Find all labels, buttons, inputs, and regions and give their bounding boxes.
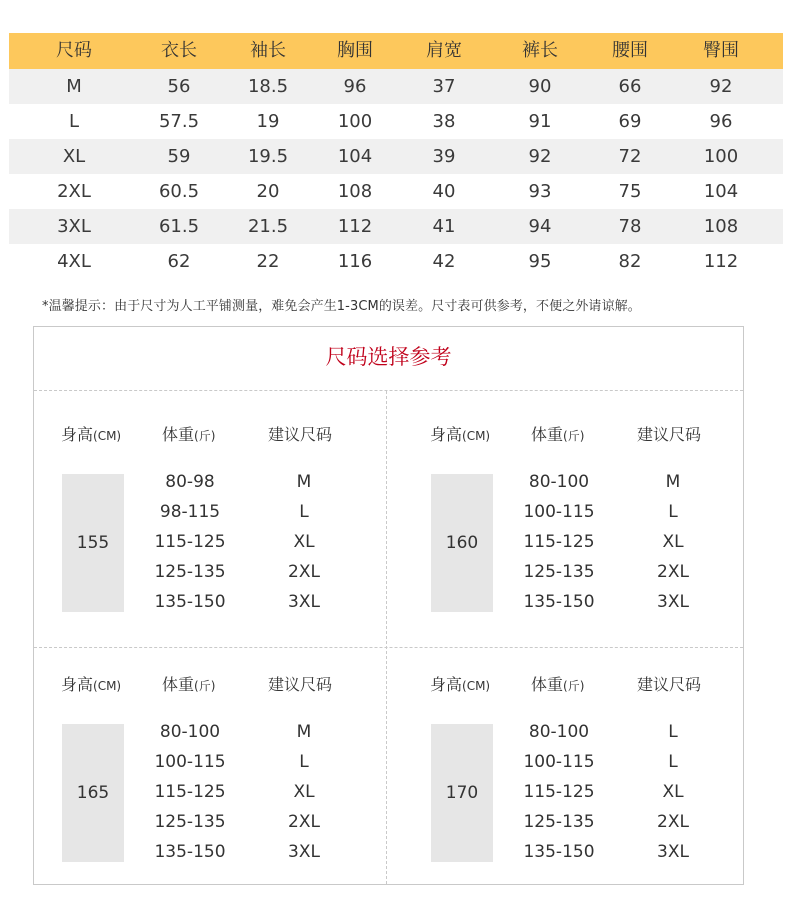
table-cell: 22 (256, 251, 280, 272)
column-header-weight (531, 422, 584, 445)
table-cell: 78 (618, 216, 642, 237)
table-cell: 19 (256, 111, 280, 132)
weight-range: 125-135 (523, 562, 595, 582)
table-cell: 57.5 (158, 111, 200, 132)
list-item (503, 837, 743, 867)
size-panel (403, 392, 755, 648)
table-cell: 96 (709, 111, 733, 132)
height-value: 170 (431, 724, 493, 862)
table-cell: 104 (703, 181, 739, 202)
table-cell: 92 (528, 146, 552, 167)
table-cell: 90 (528, 76, 552, 97)
column-header-weight (162, 422, 215, 445)
table-cell: 60.5 (158, 181, 200, 202)
height-value: 160 (431, 474, 493, 612)
list-item (503, 467, 743, 497)
table-cell: 37 (432, 76, 456, 97)
header-label: 身高 (430, 425, 463, 444)
header-unit: (斤) (563, 679, 585, 693)
weight-range: 80-100 (528, 722, 590, 742)
header-label: 身高 (61, 675, 94, 694)
table-cell: 3XL (57, 216, 91, 237)
weight-range: 80-100 (159, 722, 221, 742)
table-cell: 91 (528, 111, 552, 132)
guide-title: 尺码选择参考 (325, 345, 452, 369)
header-cell: 袖长 (250, 40, 286, 61)
table-cell: 2XL (57, 181, 91, 202)
suggested-size: 3XL (288, 842, 320, 862)
table-cell: 40 (432, 181, 456, 202)
table-cell: XL (62, 146, 86, 167)
size-table-row (9, 209, 783, 244)
list-item (134, 527, 374, 557)
table-cell: 69 (618, 111, 642, 132)
list-item (503, 747, 743, 777)
header-label: 身高 (61, 425, 94, 444)
table-cell: 96 (343, 76, 367, 97)
weight-size-list (503, 467, 743, 617)
weight-range: 135-150 (523, 842, 595, 862)
list-item (503, 807, 743, 837)
list-item (503, 557, 743, 587)
height-value: 155 (62, 474, 124, 612)
list-item (503, 527, 743, 557)
size-table-row (9, 139, 783, 174)
column-header-height (61, 422, 121, 445)
suggested-size: M (665, 472, 681, 492)
header-cell: 臀围 (703, 40, 739, 61)
list-item (134, 807, 374, 837)
weight-range: 115-125 (523, 532, 595, 552)
list-item (134, 837, 374, 867)
size-table-row (9, 69, 783, 104)
suggested-size: 3XL (657, 592, 689, 612)
list-item (134, 467, 374, 497)
list-item (503, 717, 743, 747)
header-cell: 衣长 (161, 40, 197, 61)
suggested-size: XL (662, 532, 684, 552)
size-panel (34, 642, 386, 898)
column-header-height (430, 672, 490, 695)
size-guide (33, 326, 744, 885)
suggested-size: 2XL (288, 812, 320, 832)
table-cell: 112 (337, 216, 373, 237)
suggested-size: XL (293, 532, 315, 552)
table-cell: 66 (618, 76, 642, 97)
table-cell: 100 (337, 111, 373, 132)
table-cell: 92 (709, 76, 733, 97)
table-cell: 18.5 (247, 76, 289, 97)
weight-range: 100-115 (523, 752, 595, 772)
header-cell: 裤长 (522, 40, 558, 61)
size-panel (34, 392, 386, 648)
weight-range: 98-115 (159, 502, 221, 522)
list-item (134, 717, 374, 747)
header-label: 体重 (162, 425, 195, 444)
header-label: 身高 (430, 675, 463, 694)
weight-size-list (134, 467, 374, 617)
suggested-size: 3XL (657, 842, 689, 862)
divider (34, 390, 743, 391)
table-cell: 94 (528, 216, 552, 237)
header-cell: 尺码 (56, 40, 92, 61)
header-unit: (CM) (93, 429, 122, 443)
column-header-size: 建议尺码 (268, 425, 333, 444)
list-item (134, 557, 374, 587)
header-cell: 腰围 (612, 40, 648, 61)
measurement-note: *温馨提示：由于尺寸为人工平铺测量，难免会产生1-3CM的误差。尺寸表可供参考，不便之外请谅解。 (42, 299, 641, 314)
list-item (503, 497, 743, 527)
table-cell: 100 (703, 146, 739, 167)
column-header-size: 建议尺码 (637, 675, 702, 694)
table-cell: 19.5 (247, 146, 289, 167)
table-cell: M (66, 76, 82, 97)
header-unit: (CM) (93, 679, 122, 693)
table-cell: 82 (618, 251, 642, 272)
divider (386, 391, 387, 884)
weight-size-list (134, 717, 374, 867)
weight-range: 125-135 (154, 812, 226, 832)
weight-range: 135-150 (154, 842, 226, 862)
header-unit: (斤) (563, 429, 585, 443)
table-cell: 42 (432, 251, 456, 272)
header-unit: (CM) (462, 429, 491, 443)
weight-range: 100-115 (154, 752, 226, 772)
header-cell: 肩宽 (426, 40, 462, 61)
table-cell: 72 (618, 146, 642, 167)
suggested-size: 2XL (288, 562, 320, 582)
list-item (134, 497, 374, 527)
suggested-size: L (668, 752, 678, 772)
table-cell: 116 (337, 251, 373, 272)
weight-range: 115-125 (154, 782, 226, 802)
header-label: 体重 (531, 425, 564, 444)
table-cell: 108 (337, 181, 373, 202)
weight-size-list (503, 717, 743, 867)
column-header-weight (531, 672, 584, 695)
suggested-size: 2XL (657, 812, 689, 832)
suggested-size: XL (662, 782, 684, 802)
header-label: 体重 (531, 675, 564, 694)
table-cell: 20 (256, 181, 280, 202)
table-cell: 41 (432, 216, 456, 237)
table-cell: 4XL (57, 251, 91, 272)
list-item (134, 587, 374, 617)
weight-range: 80-100 (528, 472, 590, 492)
column-header-height (61, 672, 121, 695)
table-cell: 21.5 (247, 216, 289, 237)
table-cell: 62 (167, 251, 191, 272)
suggested-size: M (296, 722, 312, 742)
column-header-size: 建议尺码 (268, 675, 333, 694)
suggested-size: 3XL (288, 592, 320, 612)
weight-range: 115-125 (523, 782, 595, 802)
table-cell: 38 (432, 111, 456, 132)
weight-range: 125-135 (154, 562, 226, 582)
weight-range: 125-135 (523, 812, 595, 832)
suggested-size: L (668, 502, 678, 522)
size-table-row (9, 244, 783, 279)
list-item (134, 747, 374, 777)
size-table-row (9, 174, 783, 209)
table-cell: 95 (528, 251, 552, 272)
size-table-header (9, 33, 783, 69)
table-cell: L (68, 111, 80, 132)
weight-range: 115-125 (154, 532, 226, 552)
suggested-size: XL (293, 782, 315, 802)
suggested-size: L (668, 722, 678, 742)
list-item (503, 777, 743, 807)
suggested-size: L (299, 752, 309, 772)
weight-range: 135-150 (154, 592, 226, 612)
list-item (503, 587, 743, 617)
header-cell: 胸围 (337, 40, 373, 61)
suggested-size: 2XL (657, 562, 689, 582)
suggested-size: M (296, 472, 312, 492)
table-cell: 112 (703, 251, 739, 272)
table-cell: 75 (618, 181, 642, 202)
table-cell: 59 (167, 146, 191, 167)
column-header-height (430, 422, 490, 445)
table-cell: 56 (167, 76, 191, 97)
column-header-weight (162, 672, 215, 695)
suggested-size: L (299, 502, 309, 522)
table-cell: 93 (528, 181, 552, 202)
list-item (134, 777, 374, 807)
header-label: 体重 (162, 675, 195, 694)
size-table (9, 33, 783, 279)
size-table-row (9, 104, 783, 139)
weight-range: 135-150 (523, 592, 595, 612)
header-unit: (斤) (194, 429, 216, 443)
header-unit: (CM) (462, 679, 491, 693)
size-panel (403, 642, 755, 898)
height-value: 165 (62, 724, 124, 862)
column-header-size: 建议尺码 (637, 425, 702, 444)
table-cell: 108 (703, 216, 739, 237)
weight-range: 100-115 (523, 502, 595, 522)
weight-range: 80-98 (165, 472, 215, 492)
table-cell: 39 (432, 146, 456, 167)
table-cell: 61.5 (158, 216, 200, 237)
table-cell: 104 (337, 146, 373, 167)
header-unit: (斤) (194, 679, 216, 693)
